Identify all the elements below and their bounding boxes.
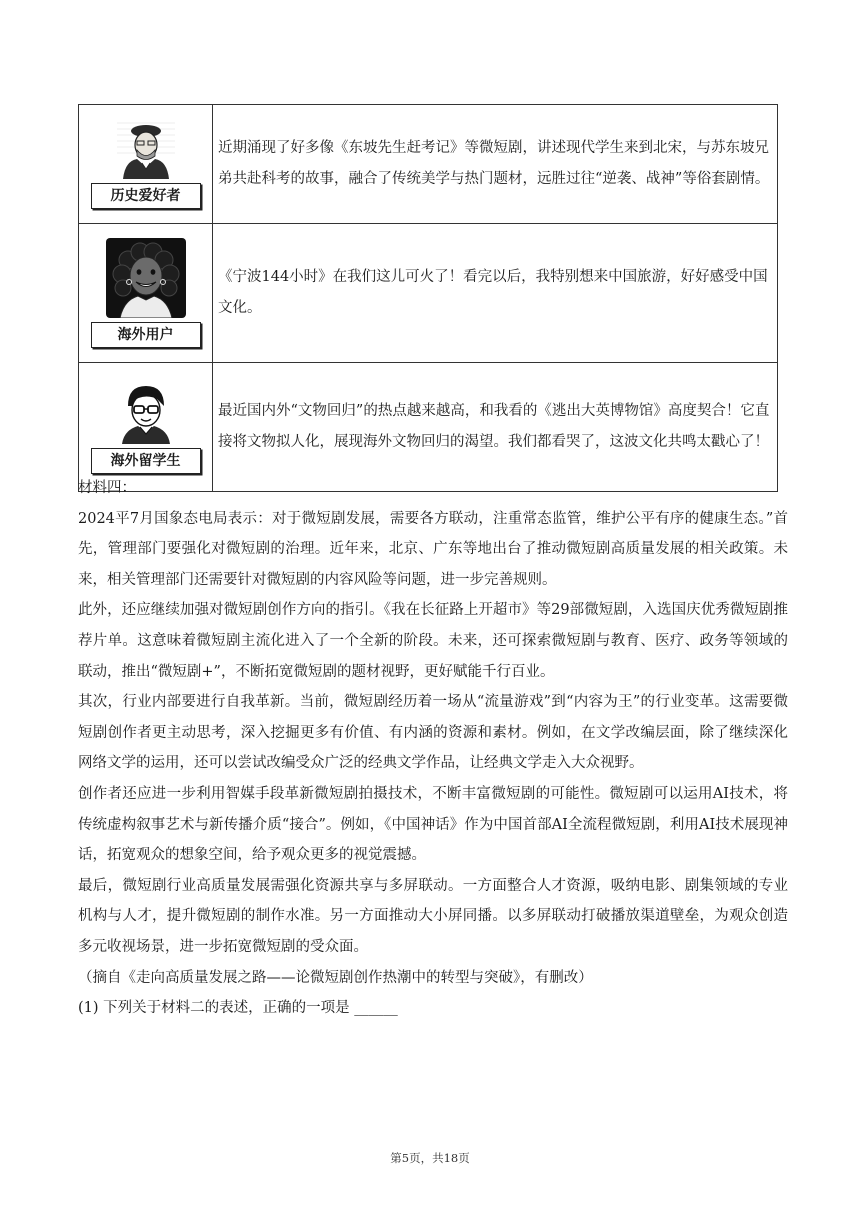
comment-text: 《宁波144小时》在我们这儿可火了！看完以后，我特别想来中国旅游，好好感受中国文化。 — [213, 224, 778, 363]
avatar-cell — [79, 105, 213, 224]
student-glasses-icon — [114, 380, 178, 444]
role-label: 海外用户 — [91, 322, 201, 348]
paragraph: 2024平7月国象态电局表示：对于微短剧发展，需要各方联动，注重常态监管，维护公平有序的健康生态。”首先，管理部门要强化对微短剧的治理。近年来，北京、广东等地出台了推动微短剧高质量发展的相关政策。未来，相关管理部门还需要针对微短剧的内容风险等问题，进一步完善规则。 — [78, 510, 788, 588]
paragraph: 其次，行业内部要进行自我革新。当前，微短剧经历着一场从“流量游戏”到“内容为王”的行业变革。这需要微短剧创作者更主动思考，深入挖掘更多有价值、有内涵的资源和素材。例如，在文学改编层面，除了继续深化网络文学的运用，还可以尝试改编受众广泛的经典文学作品，让经典文学走入大众视野。 — [78, 694, 788, 772]
material-label: 材料四： — [78, 480, 136, 496]
paragraph: 最后，微短剧行业高质量发展需强化资源共享与多屏联动。一方面整合人才资源，吸纳电影、剧集领域的专业机构与人才，提升微短剧的制作水准。另一方面推动大小屏同播。以多屏联动打破播放渠道壁垒，为观众创造多元收视场景，进一步拓宽微短剧的受众面。 — [78, 877, 788, 955]
comment-text: 近期涌现了好多像《东坡先生赶考记》等微短剧，讲述现代学生来到北宋，与苏东坡兄弟共赴科考的故事，融合了传统美学与热门题材，远胜过往“逆袭、战神”等俗套剧情。 — [213, 105, 778, 224]
curly-hair-woman-icon — [106, 238, 186, 318]
role-label: 历史爱好者 — [91, 183, 201, 209]
comment-table — [78, 104, 778, 492]
avatar-cell — [79, 224, 213, 363]
comment-row — [79, 224, 778, 363]
paragraph: 创作者还应进一步利用智媒手段革新微短剧拍摄技术，不断丰富微短剧的可能性。微短剧可以运用AI技术，将传统虚构叙事艺术与新传播介质“接合”。例如，《中国神话》作为中国首部AI全流程微短剧，利用AI技术展现神话，拓宽观众的想象空间，给予观众更多的视觉震撼。 — [78, 785, 788, 864]
question: (1) 下列关于材料二的表述，正确的一项是 ______ — [78, 1000, 398, 1017]
comment-row — [79, 105, 778, 224]
elderly-man-beret-icon — [115, 119, 177, 179]
material-body — [78, 473, 788, 1024]
comment-text: 最近国内外“文物回归”的热点越来越高，和我看的《逃出大英博物馆》高度契合！它直接将文物拟人化，展现海外文物回归的渴望。我们都看哭了，这波文化共鸣太戳心了！ — [213, 363, 778, 492]
source-note: （摘自《走向高质量发展之路——论微短剧创作热潮中的转型与突破》，有删改） — [78, 969, 593, 986]
paragraph: 此外，还应继续加强对微短剧创作方向的指引。《我在长征路上开超市》等29部微短剧，入选国庆优秀微短剧推荐片单。这意味着微短剧主流化进入了一个全新的阶段。未来，还可探索微短剧与教育、医疗、政务等领域的联动，推出“微短剧+”，不断拓宽微短剧的题材视野，更好赋能千行百业。 — [78, 602, 788, 680]
role-label: 海外留学生 — [91, 448, 201, 474]
page-footer: 第5页，共18页 — [390, 1151, 470, 1165]
